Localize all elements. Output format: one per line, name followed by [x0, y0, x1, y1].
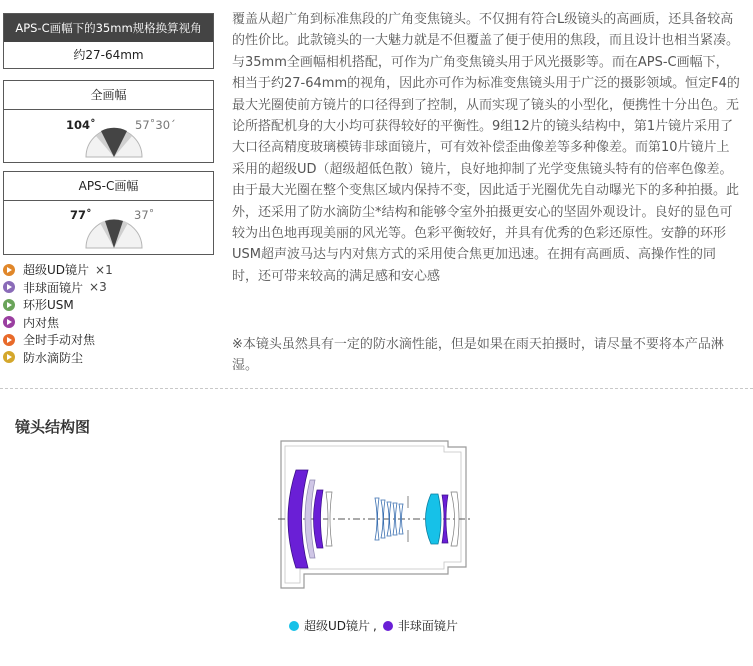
feature-label: 防水滴防尘 — [23, 350, 84, 365]
full-frame-angle-box — [3, 80, 214, 163]
angle-of-view-fan-icon — [4, 110, 213, 163]
full-frame-angle-diagram — [4, 110, 213, 163]
legend-aspherical-label: 非球面镜片 — [397, 619, 458, 633]
play-bullet-icon — [3, 299, 15, 311]
feature-label: 环形USM — [23, 298, 74, 313]
play-bullet-icon — [3, 264, 15, 276]
section-divider — [0, 388, 753, 389]
aspherical-dot-icon — [383, 621, 393, 631]
play-bullet-icon — [3, 316, 15, 328]
feature-label: 超级UD镜片 — [23, 263, 90, 278]
full-frame-tele-angle: 57˚30´ — [135, 118, 176, 132]
aps-c-angle-box — [3, 171, 214, 255]
feature-label: 内对焦 — [23, 315, 60, 330]
lens-description: 覆盖从超广角到标准焦段的广角变焦镜头。不仅拥有符合L级镜头的高画质，还具备较高的性价比。此款镜头的一大魅力就是不但覆盖了便于使用的焦段，而且设计也相当紧凑。与35mm全画幅相机搭配，可作为广角变焦镜头用于风光摄影等。而在APS-C画幅下，相当于约27-64mm的视角，因此亦可作为标准变焦镜头用于广泛的摄影领域。恒定F4的最大光圈使前方镜片的口径得到了控制，从而实现了镜头的小型化，便携性十分出色。无论所搭配机身的大小均可获得较好的平衡性。9组12片的镜头结构中，第1片镜片采用了大口径高精度玻璃模铸非球面镜片，可有效补偿歪曲像差等多种像差。而第10片镜片上采用的超级UD（超级超低色散）镜片，良好地抑制了光学变焦镜头特有的倍率色像差。由于最大光圈在整个变焦区域内保持不变，因此适于光圈优先自动曝光下的多种拍摄。此外，还采用了防水滴防尘*结构和能够令室外拍摄更安心的坚固外观设计。良好的显色可较为出色地再现美丽的风光等。色彩平衡较好，并具有优秀的色彩还原性。安静的环形USM超声波马达与内对焦方式的采用使合焦更加迅速。在拥有高画质、高操作性的同时，还可带来较高的满足感和安心感 — [232, 12, 740, 284]
aps-c-angle-diagram — [4, 201, 213, 254]
play-bullet-icon — [3, 334, 15, 346]
play-bullet-icon — [3, 281, 15, 293]
super-ud-dot-icon — [289, 621, 299, 631]
angle-of-view-fan-icon — [4, 201, 213, 255]
aps-c-equivalent-value: 约27-64mm — [73, 48, 144, 62]
full-frame-wide-angle: 104˚ — [66, 118, 96, 132]
aps-c-tele-angle: 37˚ — [134, 208, 155, 222]
aps-c-wide-angle: 77˚ — [70, 208, 92, 222]
weather-sealing-note: ※本镜头虽然具有一定的防水滴性能，但是如果在雨天拍摄时，请尽量不要将本产品淋湿。 — [232, 337, 724, 373]
feature-item-full-time-mf — [3, 331, 113, 349]
aps-c-title: APS-C画幅 — [4, 172, 213, 201]
aps-c-equivalent-header: APS-C画幅下的35mm规格换算视角 — [4, 14, 213, 42]
feature-label: 全时手动对焦 — [23, 333, 96, 348]
feature-count: ×1 — [95, 262, 113, 277]
aps-c-equivalent-box — [3, 13, 214, 69]
legend-super-ud-label: 超级UD镜片 — [304, 619, 371, 633]
legend-separator: , — [373, 618, 377, 633]
feature-label: 非球面镜片 — [23, 280, 84, 295]
feature-list — [3, 261, 113, 366]
lens-construction-diagram — [268, 432, 478, 608]
super-ud-element — [426, 494, 442, 544]
feature-item-weather-sealing — [3, 349, 113, 367]
play-bullet-icon — [3, 351, 15, 363]
feature-count: ×3 — [89, 280, 107, 295]
lens-legend — [289, 617, 458, 634]
lens-structure-title: 镜头结构图 — [15, 418, 91, 436]
feature-item-inner-focus — [3, 314, 113, 332]
feature-item-aspherical — [3, 279, 113, 297]
lens-element — [451, 492, 459, 546]
feature-item-super-ud — [3, 261, 113, 279]
aspherical-element-2 — [314, 490, 324, 548]
full-frame-title: 全画幅 — [4, 81, 213, 110]
feature-item-ring-usm — [3, 296, 113, 314]
